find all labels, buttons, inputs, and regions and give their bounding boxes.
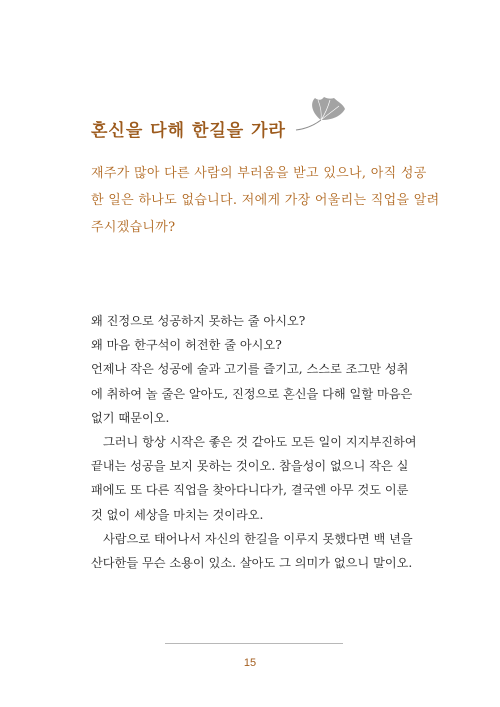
page-number: 15 bbox=[243, 657, 257, 669]
answer-paragraph-4 bbox=[91, 430, 417, 527]
answer-line: 사람으로 태어나서 자신의 한길을 이루지 못했다면 백 년을 bbox=[103, 531, 413, 546]
answer-paragraph-5 bbox=[91, 527, 411, 575]
answer-line: 패에도 또 다른 직업을 찾아다니다가, 결국엔 아무 것도 이룬 bbox=[91, 483, 409, 498]
answer-line: 왜 마음 한구석이 허전한 줄 아시오? bbox=[91, 338, 282, 353]
answer-line: 그러니 항상 시작은 좋은 것 같아도 모든 일이 지지부진하여 bbox=[103, 435, 417, 450]
page-title: 혼신을 다해 한길을 가라 bbox=[91, 121, 286, 141]
question-line: 재주가 많아 다른 사람의 부러움을 받고 있으나, 아직 성공 bbox=[91, 166, 427, 181]
answer-line: 언제나 작은 성공에 술과 고기를 즐기고, 스스로 조그만 성취 bbox=[91, 362, 409, 377]
answer-line: 없기 때문이오. bbox=[91, 410, 170, 425]
answer-line: 산다한들 무슨 소용이 있소. 살아도 그 의미가 없으니 말이오. bbox=[91, 556, 413, 571]
question-line: 주시겠습니까? bbox=[91, 220, 176, 235]
answer-block bbox=[91, 309, 417, 575]
answer-paragraph-2 bbox=[91, 333, 411, 357]
question-line: 한 일은 하나도 없습니다. 저에게 가장 어울리는 직업을 알려 bbox=[91, 193, 440, 208]
answer-line: 것 없이 세상을 마치는 것이라오. bbox=[91, 507, 264, 522]
answer-paragraph-1 bbox=[91, 309, 411, 333]
answer-line: 왜 진정으로 성공하지 못하는 줄 아시오? bbox=[91, 314, 306, 328]
answer-line: 끝내는 성공을 보지 못하는 것이오. 참을성이 없으니 작은 실 bbox=[91, 459, 409, 474]
ginkgo-leaf-icon bbox=[291, 96, 347, 146]
title-row bbox=[91, 96, 391, 148]
question-block bbox=[91, 160, 440, 241]
answer-line: 에 취하여 놀 줄은 알아도, 진정으로 혼신을 다해 일할 마음은 bbox=[91, 386, 413, 401]
footer-divider bbox=[165, 643, 343, 644]
answer-paragraph-3 bbox=[91, 357, 411, 430]
